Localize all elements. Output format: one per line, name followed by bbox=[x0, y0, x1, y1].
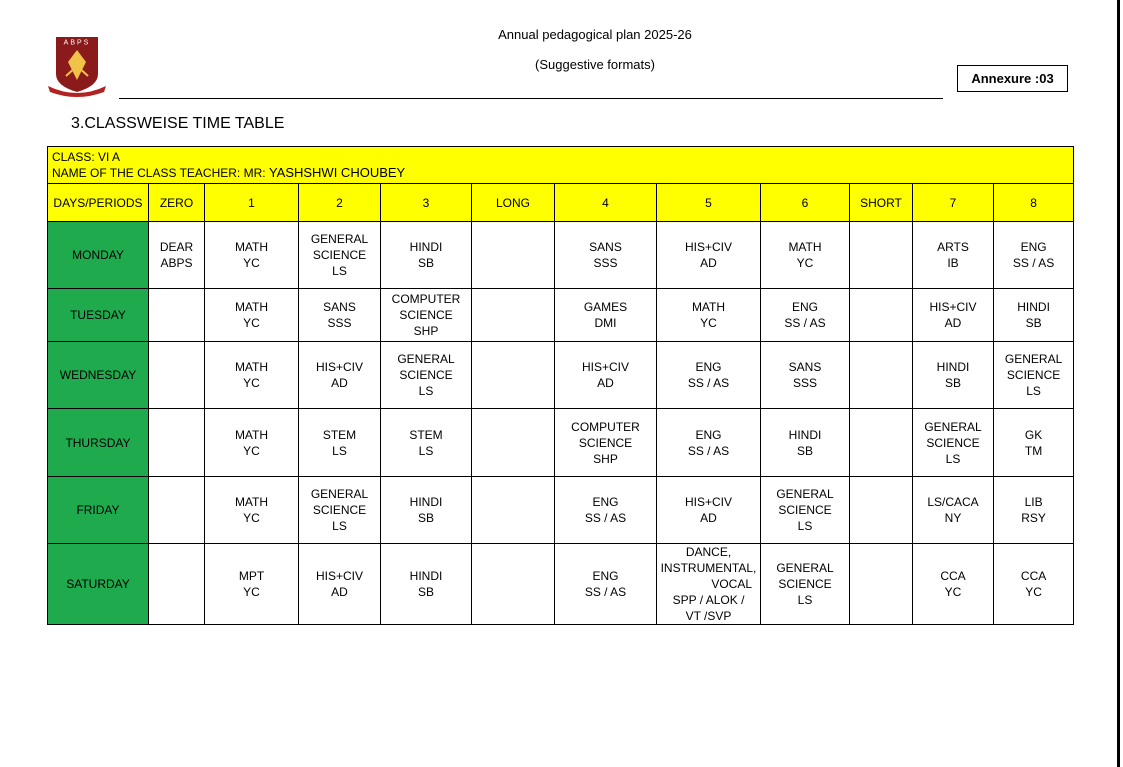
period-cell bbox=[761, 544, 850, 625]
cell-line: SCIENCE bbox=[778, 503, 832, 517]
header-divider bbox=[119, 98, 943, 99]
cell-line: STEM bbox=[322, 427, 357, 442]
cell-line: SANS bbox=[589, 240, 622, 254]
period-cell bbox=[381, 409, 472, 477]
period-cell bbox=[205, 289, 299, 342]
period-cell bbox=[205, 342, 299, 409]
cell-line: SCIENCE bbox=[926, 435, 980, 450]
day-cell: SATURDAY bbox=[48, 544, 149, 625]
cell-line: LS bbox=[332, 443, 347, 458]
cell-line: HIS+CIV bbox=[581, 360, 629, 374]
cell-line: DMI bbox=[594, 316, 617, 330]
period-cell bbox=[761, 342, 850, 409]
period-cell bbox=[472, 409, 555, 477]
cell-line: VOCAL bbox=[711, 577, 752, 591]
cell-line: SSS bbox=[593, 256, 618, 270]
column-header: 7 bbox=[913, 184, 994, 222]
period-cell bbox=[381, 544, 472, 625]
column-header: ZERO bbox=[149, 184, 205, 222]
cell-line: ENG bbox=[592, 569, 619, 583]
cell-line: LS bbox=[332, 519, 347, 533]
column-header: 3 bbox=[381, 184, 472, 222]
cell-line: MATH bbox=[234, 300, 269, 314]
cell-line: SCIENCE bbox=[399, 308, 453, 322]
teacher-name: YASHSHWI CHOUBEY bbox=[268, 165, 406, 180]
cell-line: TM bbox=[1024, 443, 1043, 458]
cell-line: ABPS bbox=[160, 256, 193, 270]
cell-line: AD bbox=[700, 511, 717, 525]
cell-line: GENERAL bbox=[1004, 352, 1063, 366]
cell-line: HINDI bbox=[936, 360, 970, 374]
period-header-row bbox=[48, 184, 1074, 222]
cell-line: YC bbox=[243, 443, 260, 458]
cell-line: SS / AS bbox=[687, 443, 730, 458]
period-cell bbox=[205, 409, 299, 477]
cell-line: GENERAL bbox=[397, 352, 455, 366]
timetable-row bbox=[48, 342, 1074, 409]
cell-line: SANS bbox=[788, 360, 822, 374]
period-cell bbox=[205, 222, 299, 289]
column-header: 4 bbox=[555, 184, 657, 222]
cell-line: SB bbox=[944, 376, 961, 390]
period-cell bbox=[555, 544, 657, 625]
period-cell bbox=[381, 342, 472, 409]
cell-line: SB bbox=[1025, 316, 1042, 330]
cell-line: MATH bbox=[234, 495, 269, 509]
period-cell bbox=[149, 544, 205, 625]
cell-line: GENERAL bbox=[776, 487, 834, 501]
period-cell bbox=[472, 544, 555, 625]
cell-line: IB bbox=[947, 256, 959, 270]
cell-line: YC bbox=[243, 256, 260, 270]
svg-text:ABPS: ABPS bbox=[63, 39, 91, 47]
cell-line: SCIENCE bbox=[578, 435, 633, 450]
cell-line: HIS+CIV bbox=[929, 300, 977, 314]
cell-line: DANCE, bbox=[685, 545, 732, 559]
day-cell: TUESDAY bbox=[48, 289, 149, 342]
cell-line: AD bbox=[331, 376, 348, 390]
cell-line: SANS bbox=[323, 300, 356, 314]
period-cell bbox=[913, 409, 994, 477]
period-cell bbox=[472, 342, 555, 409]
cell-line: AD bbox=[700, 256, 717, 270]
section-title: 3.CLASSWEISE TIME TABLE bbox=[71, 115, 285, 132]
cell-line: GK bbox=[1024, 427, 1043, 442]
cell-line: SCIENCE bbox=[778, 577, 832, 591]
period-cell bbox=[994, 289, 1074, 342]
teacher-prefix: NAME OF THE CLASS TEACHER: MR: bbox=[52, 166, 269, 180]
cell-line: MPT bbox=[238, 569, 265, 583]
period-cell bbox=[381, 222, 472, 289]
cell-line: SSS bbox=[327, 316, 352, 330]
cell-line: LS/CACA bbox=[927, 495, 979, 509]
cell-line: YC bbox=[796, 256, 814, 270]
period-cell bbox=[149, 289, 205, 342]
cell-line: SSS bbox=[792, 376, 817, 390]
cell-line: SS / AS bbox=[1012, 256, 1055, 270]
cell-line: ENG bbox=[791, 300, 818, 314]
cell-line: GENERAL bbox=[310, 487, 369, 501]
cell-line: SCIENCE bbox=[399, 368, 453, 382]
cell-line: SCIENCE bbox=[312, 503, 367, 517]
class-info-cell bbox=[48, 147, 1074, 184]
timetable-row bbox=[48, 477, 1074, 544]
period-cell bbox=[472, 289, 555, 342]
cell-line: LS bbox=[797, 519, 813, 533]
period-cell bbox=[472, 477, 555, 544]
period-cell bbox=[149, 477, 205, 544]
column-header: 2 bbox=[299, 184, 381, 222]
cell-line: HIS+CIV bbox=[315, 360, 363, 374]
cell-line: YC bbox=[243, 511, 260, 525]
period-cell bbox=[555, 289, 657, 342]
period-cell bbox=[850, 477, 913, 544]
cell-line: LS bbox=[945, 451, 961, 466]
cell-line: HINDI bbox=[788, 427, 822, 442]
cell-line: GAMES bbox=[583, 300, 628, 314]
timetable-row bbox=[48, 544, 1074, 625]
cell-line: HINDI bbox=[409, 240, 443, 254]
period-cell bbox=[913, 289, 994, 342]
cell-line: GENERAL bbox=[776, 561, 834, 575]
period-cell bbox=[761, 409, 850, 477]
period-cell bbox=[850, 544, 913, 625]
cell-line: LS bbox=[332, 264, 347, 278]
period-cell bbox=[555, 222, 657, 289]
period-cell bbox=[555, 477, 657, 544]
teacher-line bbox=[52, 165, 1069, 181]
class-info-row bbox=[48, 147, 1074, 184]
period-cell bbox=[205, 477, 299, 544]
cell-line: SB bbox=[417, 585, 434, 599]
cell-line: MATH bbox=[788, 240, 822, 254]
cell-line: ENG bbox=[695, 427, 722, 442]
cell-line: DEAR bbox=[159, 240, 194, 254]
annexure-badge: Annexure :03 bbox=[957, 65, 1068, 92]
period-cell bbox=[913, 342, 994, 409]
cell-line: VT /SVP bbox=[685, 609, 732, 623]
cell-line: CCA bbox=[940, 569, 966, 583]
day-cell: MONDAY bbox=[48, 222, 149, 289]
period-cell bbox=[299, 342, 381, 409]
cell-line: HIS+CIV bbox=[684, 240, 732, 254]
period-cell bbox=[472, 222, 555, 289]
day-cell: WEDNESDAY bbox=[48, 342, 149, 409]
cell-line: SHP bbox=[593, 451, 618, 466]
cell-line: CCA bbox=[1020, 569, 1047, 583]
column-header: 6 bbox=[761, 184, 850, 222]
period-cell bbox=[657, 222, 761, 289]
cell-line: YC bbox=[944, 585, 962, 599]
cell-line: HIS+CIV bbox=[684, 495, 732, 509]
cell-line: INSTRUMENTAL, bbox=[660, 561, 757, 575]
period-cell bbox=[850, 289, 913, 342]
cell-line: SCIENCE bbox=[312, 248, 367, 262]
cell-line: SB bbox=[417, 256, 434, 270]
period-cell bbox=[994, 342, 1074, 409]
period-cell bbox=[913, 477, 994, 544]
cell-line: YC bbox=[243, 376, 260, 390]
cell-line: MATH bbox=[234, 427, 269, 442]
period-cell bbox=[994, 409, 1074, 477]
timetable bbox=[47, 146, 1074, 625]
column-header: 5 bbox=[657, 184, 761, 222]
period-cell bbox=[761, 477, 850, 544]
cell-line: YC bbox=[243, 585, 260, 599]
timetable-row bbox=[48, 222, 1074, 289]
cell-line: AD bbox=[944, 316, 962, 330]
document-subtitle: (Suggestive formats) bbox=[535, 57, 655, 72]
period-cell bbox=[761, 222, 850, 289]
period-cell bbox=[299, 222, 381, 289]
cell-line: AD bbox=[597, 376, 614, 390]
cell-line: HINDI bbox=[1017, 300, 1050, 314]
cell-line: SHP bbox=[413, 324, 439, 338]
column-header: 1 bbox=[205, 184, 299, 222]
period-cell bbox=[994, 544, 1074, 625]
cell-line: GENERAL bbox=[310, 232, 369, 246]
cell-line: ENG bbox=[592, 495, 619, 509]
period-cell bbox=[299, 477, 381, 544]
cell-line: SB bbox=[796, 443, 813, 458]
cell-line: YC bbox=[243, 316, 260, 330]
cell-line: YC bbox=[700, 316, 717, 330]
cell-line: LS bbox=[418, 384, 434, 398]
day-cell: THURSDAY bbox=[48, 409, 149, 477]
cell-line: SS / AS bbox=[584, 585, 627, 599]
cell-line: HINDI bbox=[409, 495, 443, 509]
period-cell bbox=[761, 289, 850, 342]
period-cell bbox=[850, 409, 913, 477]
cell-line: COMPUTER bbox=[571, 419, 640, 434]
cell-line: ENG bbox=[695, 360, 722, 374]
cell-line: AD bbox=[331, 585, 348, 599]
timetable-row bbox=[48, 409, 1074, 477]
cell-line: LS bbox=[1026, 384, 1041, 398]
period-cell bbox=[299, 409, 381, 477]
period-cell bbox=[149, 342, 205, 409]
cell-line: YC bbox=[1025, 585, 1042, 599]
period-cell bbox=[299, 544, 381, 625]
cell-line: MATH bbox=[234, 240, 269, 254]
period-cell bbox=[657, 289, 761, 342]
page-edge-rule bbox=[1117, 0, 1120, 767]
timetable-row bbox=[48, 289, 1074, 342]
cell-line: SPP / ALOK / bbox=[672, 593, 745, 607]
cell-line: SS / AS bbox=[584, 511, 627, 525]
cell-line: LIB bbox=[1024, 495, 1043, 509]
cell-line: ENG bbox=[1020, 240, 1047, 254]
period-cell bbox=[657, 342, 761, 409]
cell-line: SB bbox=[417, 511, 434, 525]
period-cell bbox=[913, 222, 994, 289]
period-cell bbox=[149, 222, 205, 289]
cell-line: STEM bbox=[409, 427, 443, 442]
cell-line: SS / AS bbox=[784, 316, 826, 330]
column-header: 8 bbox=[994, 184, 1074, 222]
cell-line: MATH bbox=[234, 360, 269, 374]
period-cell bbox=[555, 342, 657, 409]
period-cell bbox=[381, 289, 472, 342]
period-cell bbox=[381, 477, 472, 544]
document-title: Annual pedagogical plan 2025-26 bbox=[498, 27, 692, 42]
period-cell bbox=[994, 477, 1074, 544]
period-cell bbox=[299, 289, 381, 342]
period-cell bbox=[657, 544, 761, 625]
column-header: DAYS/PERIODS bbox=[48, 184, 149, 222]
column-header: SHORT bbox=[850, 184, 913, 222]
period-cell bbox=[657, 409, 761, 477]
cell-line: SS / AS bbox=[687, 376, 730, 390]
cell-line: GENERAL bbox=[924, 419, 982, 434]
period-cell bbox=[149, 409, 205, 477]
period-cell bbox=[205, 544, 299, 625]
cell-line: COMPUTER bbox=[391, 292, 461, 306]
cell-line: LS bbox=[797, 593, 813, 607]
cell-line: RSY bbox=[1021, 511, 1046, 525]
period-cell bbox=[850, 222, 913, 289]
cell-line: HIS+CIV bbox=[315, 569, 363, 583]
period-cell bbox=[913, 544, 994, 625]
cell-line: ARTS bbox=[937, 240, 969, 254]
cell-line: LS bbox=[418, 443, 434, 458]
cell-line: MATH bbox=[691, 300, 726, 314]
period-cell bbox=[657, 477, 761, 544]
period-cell bbox=[850, 342, 913, 409]
period-cell bbox=[994, 222, 1074, 289]
cell-line: NY bbox=[944, 511, 962, 525]
period-cell bbox=[555, 409, 657, 477]
cell-line: HINDI bbox=[409, 569, 443, 583]
cell-line: SCIENCE bbox=[1006, 368, 1061, 382]
class-label: CLASS: VI A bbox=[52, 150, 121, 164]
day-cell: FRIDAY bbox=[48, 477, 149, 544]
column-header: LONG bbox=[472, 184, 555, 222]
